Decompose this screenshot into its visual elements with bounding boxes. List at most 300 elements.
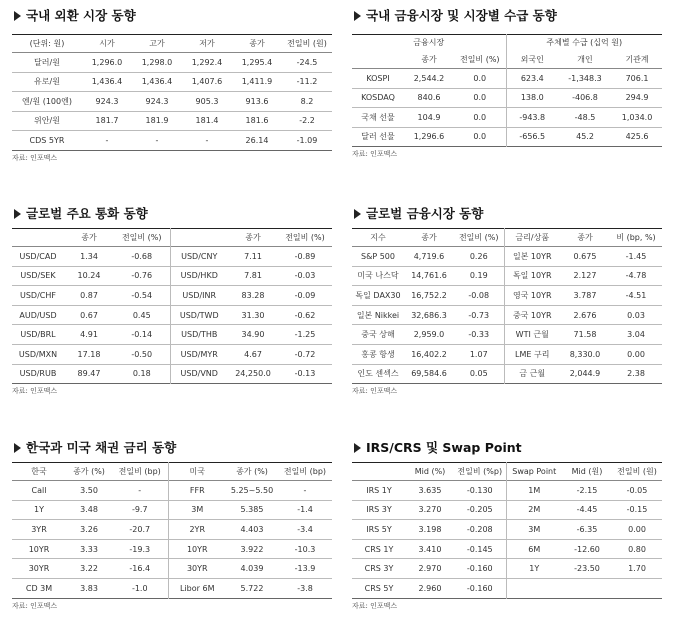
irs-crs-table (352, 462, 662, 599)
column-header: 종가 (577, 233, 593, 242)
row-label: USD/CAD (19, 251, 57, 261)
market-flow-table (352, 34, 662, 147)
row-label: 30YR (28, 564, 50, 574)
table-cell: 3.410 (418, 544, 442, 554)
table-cell: 0.87 (80, 290, 98, 300)
panel-title: 국내 외환 시장 동향 (12, 8, 332, 24)
table-cell: -0.08 (468, 290, 490, 300)
table-cell: 3.635 (418, 485, 442, 495)
table-cell: 69,584.6 (411, 369, 447, 379)
table-row (352, 286, 662, 306)
table-cell: -10.3 (294, 544, 316, 554)
table-cell: -0.62 (294, 310, 316, 320)
row-label: USD/MYR (170, 344, 228, 364)
table-cell: 83.28 (241, 290, 265, 300)
table-cell: 14,761.6 (411, 271, 447, 281)
row-label: USD/BRL (20, 330, 56, 340)
table-cell: 5.722 (240, 583, 264, 593)
table-row (352, 108, 662, 128)
row-label: 138.0 (506, 88, 558, 108)
table-cell: 0.00 (628, 524, 646, 534)
row-label: CRS 5Y (364, 583, 394, 593)
table-cell: - (155, 135, 159, 145)
header-row (12, 463, 332, 481)
table-cell: 0.45 (132, 310, 151, 320)
table-row (352, 247, 662, 267)
table-cell: -1,348.3 (568, 73, 602, 83)
table-cell: 1,298.0 (141, 57, 173, 67)
column-header: 전일비 (%) (458, 233, 499, 242)
column-header: 종가 (81, 233, 97, 242)
table-cell: 1.34 (80, 251, 98, 261)
table-cell: -1.25 (294, 330, 316, 340)
table-row (352, 88, 662, 108)
table-cell: -0.160 (466, 583, 493, 593)
row-label: 623.4 (506, 69, 558, 89)
table-cell: 181.6 (245, 116, 269, 126)
table-cell: -23.50 (574, 564, 600, 574)
row-label: CRS 3Y (364, 564, 394, 574)
table-row (352, 127, 662, 147)
panel-global-fx (12, 206, 332, 396)
table-cell: 0.675 (573, 251, 597, 261)
fx-table (12, 34, 332, 151)
table-row (352, 500, 662, 520)
table-cell: -0.145 (466, 544, 493, 554)
table-row (12, 247, 332, 267)
table-cell: -0.76 (131, 271, 153, 281)
table-cell: 7.81 (244, 271, 262, 281)
table-cell: -24.5 (296, 57, 318, 67)
source-note: 자료: 인포맥스 (12, 387, 58, 396)
triangle-bullet-icon (354, 443, 361, 453)
table-cell: 924.3 (145, 96, 169, 106)
table-row (352, 305, 662, 325)
table-cell: 2.127 (573, 271, 597, 281)
table-cell: 89.47 (77, 369, 101, 379)
column-header: 외국인 (506, 51, 558, 69)
table-cell: 4.91 (80, 330, 98, 340)
table-cell: -20.7 (129, 524, 151, 534)
table-cell: 1.70 (628, 564, 646, 574)
row-label: USD/THB (170, 325, 228, 345)
table-cell: 3.198 (418, 524, 442, 534)
table-row (12, 286, 332, 306)
row-label: 홍콩 항생 (361, 349, 395, 359)
table-cell: -0.14 (131, 330, 153, 340)
column-header: 기관계 (625, 54, 649, 64)
panel-title: IRS/CRS 및 Swap Point (352, 440, 662, 456)
row-label: 2M (506, 500, 562, 520)
table-cell: 1,436.4 (141, 77, 173, 87)
row-label: USD/MXN (18, 349, 58, 359)
row-label: 유로/원 (34, 77, 60, 87)
table-cell: 4,719.6 (413, 251, 445, 261)
table-row (12, 305, 332, 325)
header-row (352, 229, 662, 247)
table-cell: -6.35 (576, 524, 598, 534)
table-row (352, 325, 662, 345)
table-cell: -0.68 (131, 251, 153, 261)
column-header: 전일비 (%p) (457, 467, 503, 476)
header-row (352, 463, 662, 481)
column-header (170, 229, 228, 247)
table-cell: 4.67 (244, 349, 262, 359)
table-cell: 913.6 (245, 96, 269, 106)
panel-title: 국내 금융시장 및 시장별 수급 동향 (352, 8, 662, 24)
row-label: 달러 선물 (361, 132, 395, 142)
table-cell: 0.80 (628, 544, 646, 554)
table-row (352, 344, 662, 364)
row-label: USD/HKD (170, 266, 228, 286)
row-label: 국채 선물 (361, 112, 395, 122)
table-cell: 16,402.2 (411, 349, 447, 359)
bond-rates-table (12, 462, 332, 599)
row-label: 달러/원 (34, 57, 60, 67)
panel-irs-crs (352, 440, 662, 611)
table-cell: 181.9 (145, 116, 169, 126)
table-cell: 4.403 (240, 524, 264, 534)
table-cell: 924.3 (95, 96, 119, 106)
table-cell: 0.0 (473, 132, 487, 142)
table-cell: -9.7 (131, 505, 148, 515)
table-cell: 3.50 (80, 485, 98, 495)
table-cell: 3.270 (418, 505, 442, 515)
table-cell: -16.4 (129, 564, 151, 574)
table-cell: 104.9 (417, 112, 441, 122)
row-label: 1Y (506, 559, 562, 579)
table-cell: -4.78 (625, 271, 647, 281)
table-cell (612, 578, 662, 598)
table-row (12, 481, 332, 501)
column-header: 종가 (421, 233, 437, 242)
row-label (506, 578, 562, 598)
table-cell: -0.13 (294, 369, 316, 379)
column-header: 비 (bp, %) (616, 233, 656, 242)
table-cell: -0.15 (626, 505, 648, 515)
row-label: 1M (506, 481, 562, 501)
table-cell: 3.04 (627, 330, 645, 340)
table-cell: 32,686.3 (411, 310, 447, 320)
table-row (352, 481, 662, 501)
row-label: 엔/원 (100엔) (22, 96, 72, 106)
panel-title: 글로벌 금융시장 동향 (352, 206, 662, 222)
header-row (352, 51, 662, 69)
table-cell: 4.039 (240, 564, 264, 574)
table-cell: -406.8 (572, 93, 598, 103)
table-cell: 3.22 (80, 564, 98, 574)
source-note: 자료: 인포맥스 (352, 150, 398, 158)
table-row (12, 539, 332, 559)
row-label: KOSPI (366, 73, 390, 83)
table-cell: -1.4 (297, 505, 313, 515)
table-cell: 34.90 (241, 330, 265, 340)
row-label: 일본 10YR (504, 247, 560, 267)
row-label: 영국 10YR (504, 286, 560, 306)
row-label: 인도 센섹스 (357, 369, 399, 379)
table-cell: -0.50 (131, 349, 153, 359)
row-label: 독일 10YR (504, 266, 560, 286)
table-row (352, 520, 662, 540)
column-header: 미국 (168, 463, 226, 481)
table-cell: 1,292.4 (191, 57, 223, 67)
triangle-bullet-icon (14, 443, 21, 453)
row-label: CDS 5YR (29, 135, 65, 145)
table-row (12, 92, 332, 112)
column-header: 전일비 (%) (285, 233, 325, 242)
table-cell: 0.0 (473, 93, 487, 103)
table-cell: 3.922 (240, 544, 264, 554)
panel-title: 한국과 미국 채권 금리 동향 (12, 440, 332, 456)
column-header: 한국 (31, 467, 47, 476)
row-label: 독일 DAX30 (355, 290, 401, 300)
triangle-bullet-icon (14, 11, 21, 21)
header-row (12, 35, 332, 53)
table-cell: -0.03 (294, 271, 316, 281)
table-cell: -0.89 (294, 251, 316, 261)
row-label: 위안/원 (34, 116, 60, 126)
column-header: 금리/상품 (504, 229, 560, 247)
table-cell: 5.25~5.50 (230, 485, 274, 495)
row-label: USD/RUB (19, 369, 57, 379)
table-cell: 3.48 (80, 505, 98, 515)
row-label: 중국 10YR (504, 305, 560, 325)
row-label: IRS 5Y (366, 524, 392, 534)
table-cell: - (105, 135, 109, 145)
group-header: 주체별 수급 (십억 원) (506, 35, 662, 51)
row-label: CD 3M (25, 583, 53, 593)
row-label: 일본 Nikkei (356, 310, 400, 320)
column-header (352, 51, 404, 69)
table-cell: -0.160 (466, 564, 493, 574)
row-label: LME 구리 (504, 344, 560, 364)
column-header: 전일비 (%) (459, 54, 500, 64)
table-cell: 425.6 (625, 132, 649, 142)
row-label: 10YR (168, 539, 226, 559)
table-cell: -1.0 (131, 583, 148, 593)
source-note: 자료: 인포맥스 (12, 601, 58, 610)
table-cell: 905.3 (195, 96, 219, 106)
table-cell: 0.19 (469, 271, 488, 281)
table-cell: -4.45 (576, 505, 598, 515)
triangle-bullet-icon (14, 209, 21, 219)
table-cell: 31.30 (241, 310, 265, 320)
row-label: IRS 1Y (366, 485, 392, 495)
table-cell (562, 578, 612, 598)
table-cell: 1,407.6 (191, 77, 223, 87)
column-header: 지수 (370, 233, 386, 242)
source-note: 자료: 인포맥스 (12, 153, 58, 162)
table-cell: -12.60 (574, 544, 600, 554)
table-cell: 0.03 (627, 310, 645, 320)
table-cell: 2.970 (418, 564, 442, 574)
table-row (352, 364, 662, 384)
table-cell: 3.33 (80, 544, 98, 554)
row-label: AUD/USD (19, 310, 57, 320)
table-row (12, 520, 332, 540)
table-row (12, 111, 332, 131)
row-label: FFR (168, 481, 226, 501)
table-cell: 10.24 (77, 271, 101, 281)
row-label: KOSDAQ (361, 93, 395, 103)
group-header-row (352, 35, 662, 51)
table-row (12, 344, 332, 364)
table-cell: 0.18 (132, 369, 151, 379)
row-label: WTI 근월 (504, 325, 560, 345)
row-label: USD/INR (170, 286, 228, 306)
row-label: CRS 1Y (364, 544, 394, 554)
triangle-bullet-icon (354, 209, 361, 219)
table-cell: 294.9 (625, 93, 649, 103)
table-cell: -1.45 (625, 251, 647, 261)
table-row (12, 364, 332, 384)
column-header: 종가 (245, 233, 261, 242)
column-header: 종가 (%) (73, 467, 105, 476)
column-header: 종가 (249, 39, 265, 48)
column-header: Mid (원) (571, 467, 603, 476)
table-cell: 1.07 (469, 349, 488, 359)
table-cell: 2.960 (418, 583, 442, 593)
table-cell: 2.38 (627, 369, 645, 379)
table-cell: - (205, 135, 209, 145)
column-header: 전일비 (bp) (283, 467, 327, 476)
row-label: 3M (168, 500, 226, 520)
table-cell: 1,296.6 (413, 132, 445, 142)
header-row (12, 229, 332, 247)
table-row (352, 69, 662, 89)
table-cell: -0.09 (294, 290, 316, 300)
table-cell: 1,034.0 (621, 112, 653, 122)
table-cell: -19.3 (129, 544, 151, 554)
table-cell: 2,544.2 (413, 73, 445, 83)
row-label: -656.5 (506, 127, 558, 147)
table-cell: 2.676 (573, 310, 597, 320)
column-header: 개인 (577, 54, 593, 64)
table-cell: -1.09 (296, 135, 318, 145)
table-cell: -11.2 (296, 77, 318, 87)
row-label: USD/CHF (20, 290, 56, 300)
table-cell: 181.7 (95, 116, 119, 126)
table-cell: -0.208 (466, 524, 493, 534)
table-cell: 17.18 (77, 349, 101, 359)
column-header: 종가 (%) (236, 467, 268, 476)
row-label: 금 근월 (504, 364, 560, 384)
column-header (352, 463, 406, 481)
column-header (12, 229, 64, 247)
table-cell: 45.2 (576, 132, 594, 142)
panel-domestic-market (352, 8, 662, 159)
table-row (12, 559, 332, 579)
table-cell: -13.9 (294, 564, 316, 574)
table-cell: - (303, 485, 307, 495)
table-row (12, 500, 332, 520)
column-header: 종가 (421, 54, 437, 64)
column-header: 저가 (199, 39, 215, 48)
table-row (12, 266, 332, 286)
column-header: 전일비 (원) (617, 467, 657, 476)
table-cell: -0.54 (131, 290, 153, 300)
table-row (352, 266, 662, 286)
table-cell: 3.26 (80, 524, 98, 534)
column-header: Swap Point (506, 463, 562, 481)
row-label: 미국 나스닥 (357, 271, 399, 281)
row-label: USD/CNY (170, 247, 228, 267)
column-header: 시가 (99, 39, 115, 48)
table-row (12, 72, 332, 92)
row-label: 3YR (31, 524, 47, 534)
table-cell: -0.72 (294, 349, 316, 359)
table-cell: -0.33 (468, 330, 490, 340)
table-cell: 181.4 (195, 116, 219, 126)
table-cell: 0.00 (627, 349, 645, 359)
table-row (352, 559, 662, 579)
table-cell: 2,959.0 (413, 330, 445, 340)
table-cell: 840.6 (417, 93, 441, 103)
table-row (12, 325, 332, 345)
group-header: 금융시장 (413, 38, 445, 48)
table-cell: 0.05 (469, 369, 488, 379)
column-header: 고가 (149, 39, 165, 48)
table-cell: 3.83 (80, 583, 98, 593)
row-label: 3M (506, 520, 562, 540)
table-cell: 1,411.9 (241, 77, 273, 87)
table-cell: -3.4 (297, 524, 313, 534)
table-cell: -3.8 (297, 583, 313, 593)
table-cell: 1,296.0 (91, 57, 123, 67)
table-cell: 5.385 (240, 505, 264, 515)
row-label: USD/VND (170, 364, 228, 384)
column-header: Mid (%) (414, 467, 446, 476)
table-cell: 0.26 (469, 251, 488, 261)
table-cell: -2.15 (576, 485, 598, 495)
column-header: (단위: 원) (29, 39, 65, 48)
table-cell: 8.2 (300, 96, 314, 106)
table-cell: -48.5 (574, 112, 596, 122)
table-cell: 0.67 (80, 310, 98, 320)
table-cell: 16,752.2 (411, 290, 447, 300)
row-label: 중국 상해 (361, 330, 395, 340)
table-row (12, 131, 332, 151)
table-cell: 24,250.0 (235, 369, 271, 379)
row-label: IRS 3Y (366, 505, 392, 515)
triangle-bullet-icon (354, 11, 361, 21)
table-cell: 1,295.4 (241, 57, 273, 67)
column-header: 전일비 (원) (287, 39, 327, 48)
panel-bond-rates (12, 440, 332, 611)
table-row (352, 539, 662, 559)
table-cell: 3.787 (573, 290, 597, 300)
source-note: 자료: 인포맥스 (352, 601, 398, 610)
global-market-table (352, 228, 662, 384)
panel-fx-domestic (12, 8, 332, 163)
table-cell: -0.205 (466, 505, 493, 515)
row-label: S&P 500 (361, 251, 395, 261)
column-header: 전일비 (%) (121, 233, 162, 242)
row-label: 10YR (28, 544, 50, 554)
row-label: 30YR (168, 559, 226, 579)
source-note: 자료: 인포맥스 (352, 387, 398, 396)
table-cell: 0.0 (473, 73, 487, 83)
panel-title: 글로벌 주요 통화 동향 (12, 206, 332, 222)
row-label: Libor 6M (168, 578, 226, 598)
global-fx-table (12, 228, 332, 384)
row-label: USD/TWD (170, 305, 228, 325)
panel-global-market (352, 206, 662, 396)
table-cell: -0.05 (626, 485, 648, 495)
table-row (12, 578, 332, 598)
row-label: USD/SEK (20, 271, 56, 281)
table-cell: 706.1 (625, 73, 649, 83)
